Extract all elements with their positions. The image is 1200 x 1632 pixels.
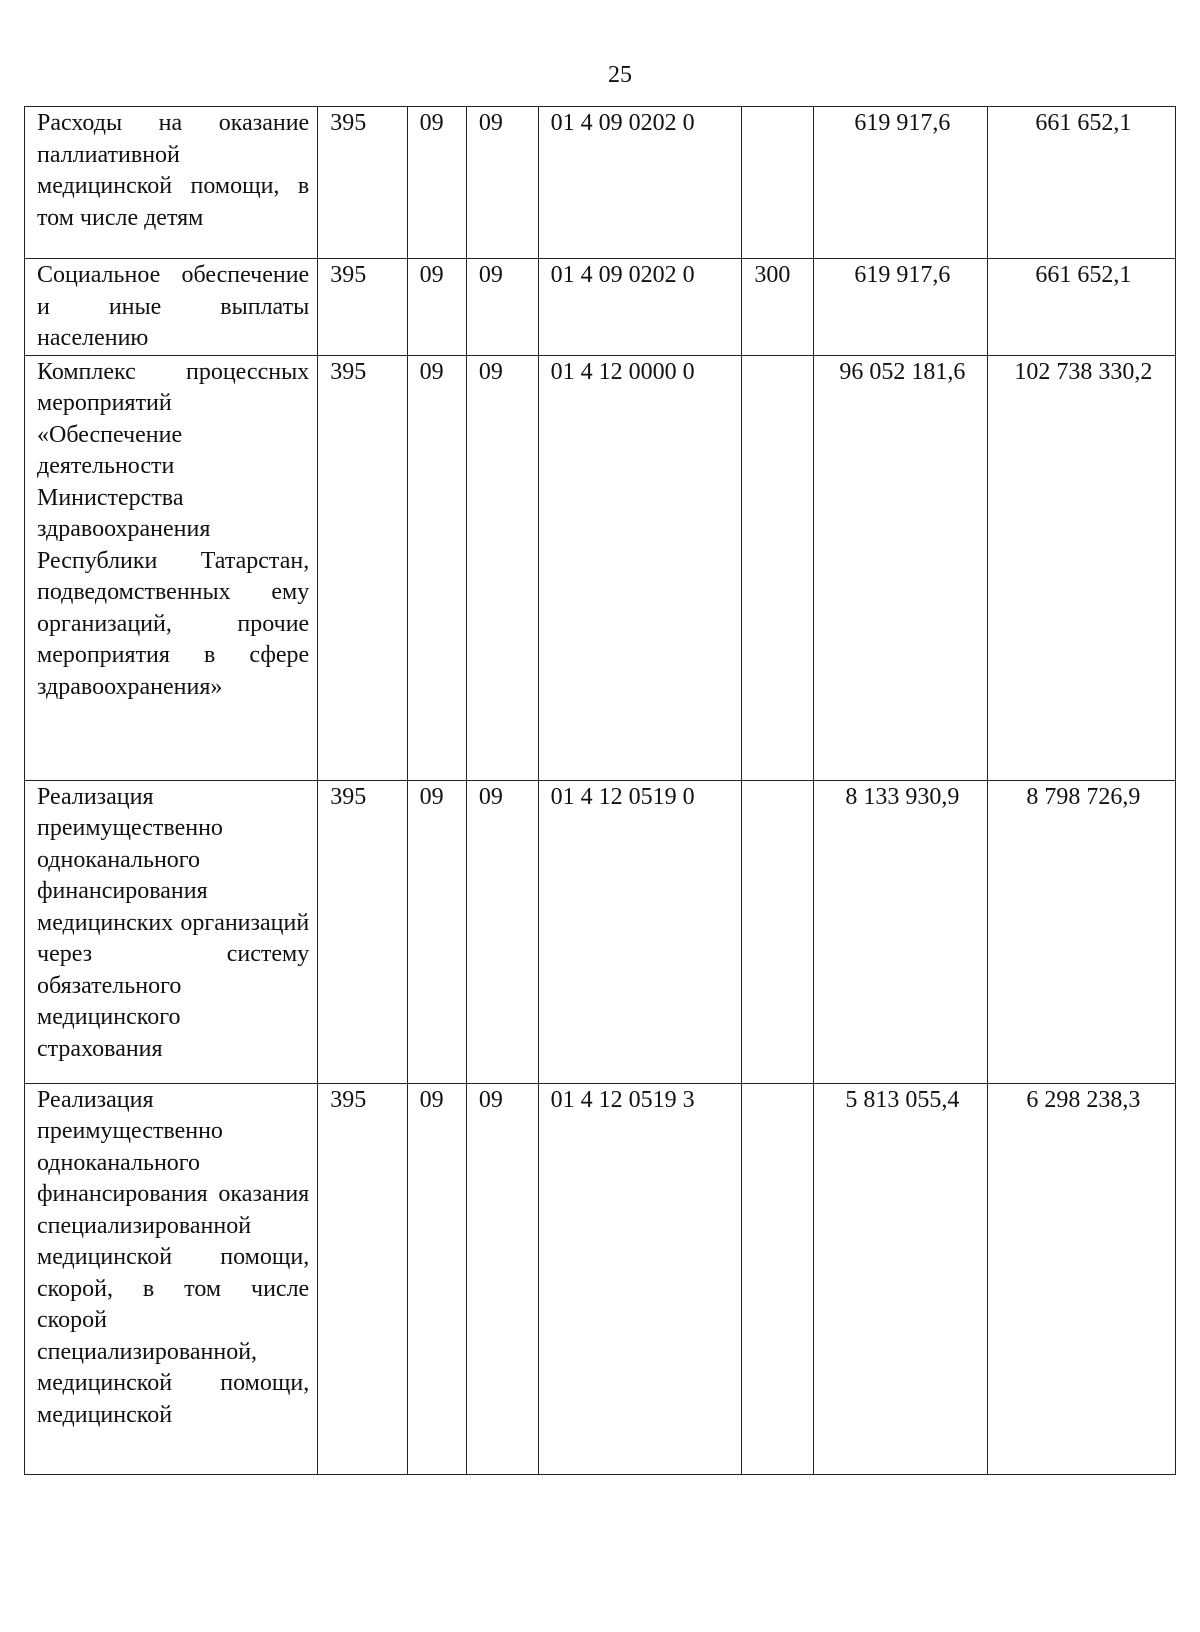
row-description: Реализация преимущественно одноканального финансирования медицинских организаций через систему обязательного медицинского страхования [25,780,318,1083]
row-target-code: 01 4 09 0202 0 [538,107,742,259]
row-expense-type: 300 [742,259,814,356]
row-ministry-code: 395 [318,780,407,1083]
row-amount-2: 102 738 330,2 [987,355,1175,780]
row-expense-type [742,107,814,259]
row-amount-1: 619 917,6 [814,107,988,259]
row-description: Комплекс процессных мероприятий «Обеспечение деятельности Министерства здравоохранения Республики Татарстан, подведомственных ему организаций, прочие мероприятия в сфере здравоохранения» [25,355,318,780]
table-row [25,355,1176,780]
row-section: 09 [407,780,466,1083]
row-expense-type [742,355,814,780]
row-description: Реализация преимущественно одноканального финансирования оказания специализированной медицинской помощи, скорой, в том числе скорой специализированной, медицинской помощи, медицинской [25,1083,318,1474]
row-subsection: 09 [466,1083,538,1474]
row-amount-1: 5 813 055,4 [814,1083,988,1474]
row-target-code: 01 4 09 0202 0 [538,259,742,356]
row-amount-2: 8 798 726,9 [987,780,1175,1083]
row-amount-1: 619 917,6 [814,259,988,356]
row-amount-2: 661 652,1 [987,259,1175,356]
table-body [25,107,1176,1475]
row-section: 09 [407,1083,466,1474]
row-subsection: 09 [466,259,538,356]
row-amount-2: 661 652,1 [987,107,1175,259]
row-ministry-code: 395 [318,355,407,780]
row-target-code: 01 4 12 0519 3 [538,1083,742,1474]
row-target-code: 01 4 12 0000 0 [538,355,742,780]
row-amount-2: 6 298 238,3 [987,1083,1175,1474]
row-subsection: 09 [466,780,538,1083]
row-section: 09 [407,259,466,356]
row-expense-type [742,780,814,1083]
row-ministry-code: 395 [318,107,407,259]
row-ministry-code: 395 [318,259,407,356]
row-section: 09 [407,355,466,780]
budget-table [24,106,1176,1475]
row-target-code: 01 4 12 0519 0 [538,780,742,1083]
row-subsection: 09 [466,355,538,780]
row-amount-1: 96 052 181,6 [814,355,988,780]
row-ministry-code: 395 [318,1083,407,1474]
row-section: 09 [407,107,466,259]
row-expense-type [742,1083,814,1474]
table-row [25,107,1176,259]
row-description: Расходы на оказание паллиативной медицинской помощи, в том числе детям [25,107,318,259]
row-amount-1: 8 133 930,9 [814,780,988,1083]
page-number: 25 [608,62,632,88]
table-row [25,1083,1176,1474]
row-description: Социальное обеспечение и иные выплаты населению [25,259,318,356]
row-subsection: 09 [466,107,538,259]
table-row [25,259,1176,356]
table-row [25,780,1176,1083]
